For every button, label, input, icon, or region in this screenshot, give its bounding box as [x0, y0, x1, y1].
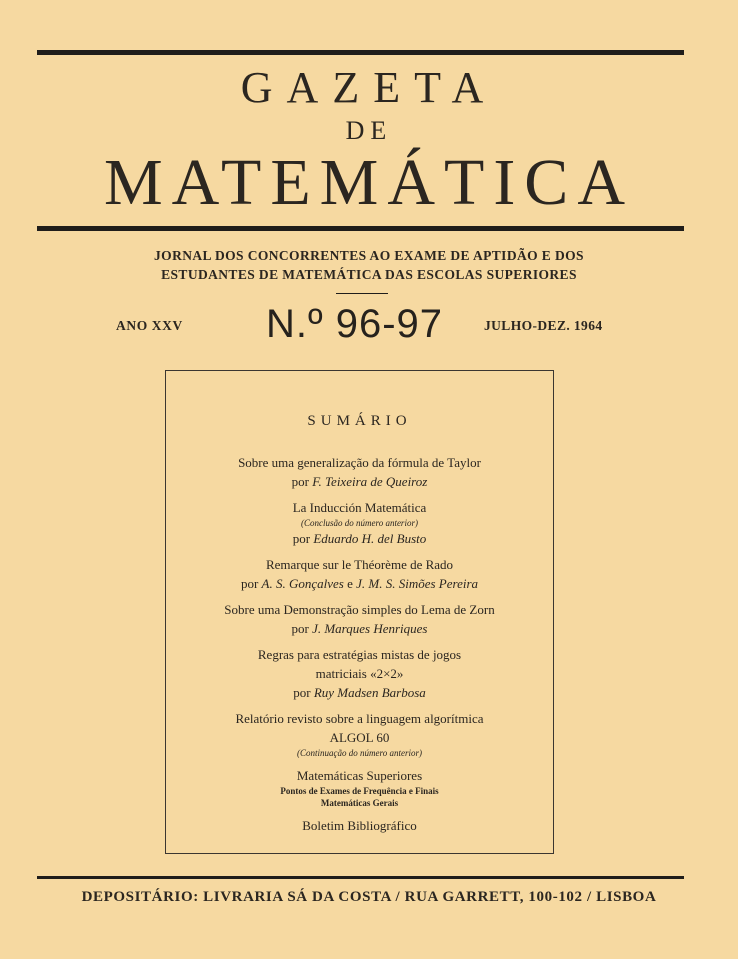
top-rule [37, 50, 684, 55]
entry-author-line [166, 472, 553, 491]
entry-title: Relatório revisto sobre a linguagem algorítmica [235, 711, 484, 726]
and-label: e [347, 576, 353, 591]
por-label: por [291, 621, 309, 636]
issue-year: ANO XXV [116, 318, 183, 333]
subtitle-line-2: ESTUDANTES DE MATEMÁTICA DAS ESCOLAS SUPERIORES [161, 267, 577, 282]
journal-title-de: DE [345, 116, 393, 145]
summary-heading: SUMÁRIO [307, 413, 412, 429]
subtitle-line-1: JORNAL DOS CONCORRENTES AO EXAME DE APTIDÃO E DOS [154, 248, 584, 263]
summary-entry [166, 816, 553, 835]
summary-box [165, 370, 554, 854]
entry-title-cont: ALGOL 60 [329, 730, 390, 745]
entry-author-line [166, 529, 553, 548]
entry-note: (Continuação do número anterior) [297, 748, 422, 758]
entry-author: Eduardo H. del Busto [313, 531, 427, 546]
entry-author-line [166, 683, 553, 702]
entry-title: Remarque sur le Théorème de Rado [265, 557, 454, 572]
footer-depositario: DEPOSITÁRIO: LIVRARIA SÁ DA COSTA / RUA GARRETT, 100-102 / LISBOA [81, 889, 657, 905]
entry-subtitle: Pontos de Exames de Frequência e Finais [280, 786, 439, 796]
summary-entry [166, 555, 553, 593]
entry-author: F. Teixeira de Queiroz [312, 474, 428, 489]
summary-entry [166, 766, 553, 809]
summary-entry [166, 709, 553, 759]
entry-author: Ruy Madsen Barbosa [313, 685, 426, 700]
summary-entry [166, 600, 553, 638]
entry-title: Matemáticas Superiores [296, 768, 423, 783]
summary-entry [166, 645, 553, 702]
entry-title: Boletim Bibliográfico [302, 818, 417, 833]
por-label: por [240, 576, 259, 591]
entry-author: J. M. S. Simões Pereira [356, 576, 479, 591]
summary-entries [166, 453, 553, 842]
entry-author: J. Marques Henriques [312, 621, 428, 636]
entry-subtitle: Matemáticas Gerais [320, 798, 399, 808]
summary-entry [166, 498, 553, 548]
entry-title: Sobre uma generalização da fórmula de Taylor [238, 455, 481, 470]
entry-title: Regras para estratégias mistas de jogos [257, 647, 462, 662]
entry-title: La Inducción Matemática [292, 500, 427, 515]
short-divider [336, 293, 388, 294]
entry-author-line [166, 619, 553, 638]
por-label: por [291, 474, 309, 489]
entry-author-line [166, 574, 553, 593]
por-label: por [292, 531, 311, 546]
entry-note: (Conclusão do número anterior) [301, 518, 418, 528]
entry-title-cont: matriciais «2×2» [315, 666, 404, 681]
footer-rule [37, 876, 684, 879]
issue-date: JULHO-DEZ. 1964 [484, 318, 603, 333]
journal-title-gazeta: GAZETA [240, 63, 498, 112]
journal-subtitle [0, 246, 738, 284]
issue-number: N.º 96-97 [266, 302, 444, 346]
entry-author: A. S. Gonçalves [261, 576, 344, 591]
title-rule [37, 226, 684, 231]
summary-entry [166, 453, 553, 491]
entry-title: Sobre uma Demonstração simples do Lema de Zorn [224, 602, 495, 617]
por-label: por [293, 685, 311, 700]
journal-title-matematica: MATEMÁTICA [104, 146, 634, 219]
